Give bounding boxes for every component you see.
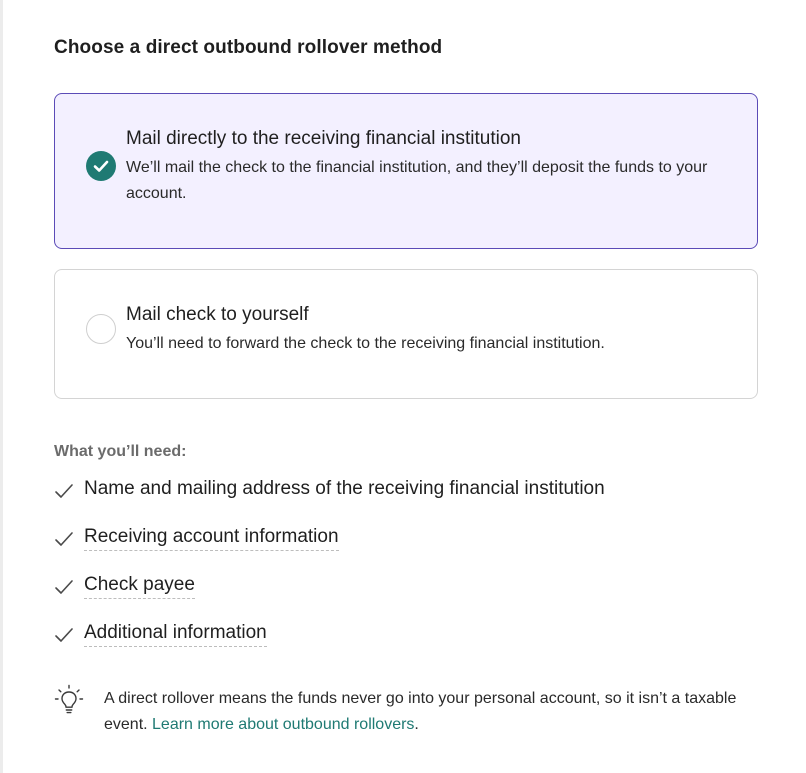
checkmark-circle-icon[interactable] — [86, 151, 116, 181]
needs-item-tooltip-trigger[interactable]: Additional information — [84, 620, 267, 647]
needs-item-tooltip-trigger[interactable]: Check payee — [84, 572, 195, 599]
needs-item — [54, 519, 758, 567]
check-icon — [54, 529, 74, 549]
check-icon — [54, 481, 74, 501]
section-title: Choose a direct outbound rollover method — [54, 37, 443, 58]
option-mail-to-yourself[interactable] — [54, 269, 758, 399]
option-description: We’ll mail the check to the financial institution, and they’ll deposit the funds to your account. — [126, 159, 708, 202]
needs-item — [54, 615, 758, 663]
check-icon — [54, 577, 74, 597]
needs-item — [54, 471, 758, 519]
needs-list — [54, 471, 758, 663]
lightbulb-icon — [54, 684, 84, 716]
tip-text — [104, 686, 764, 738]
learn-more-link[interactable]: Learn more about outbound rollovers — [152, 716, 415, 733]
left-divider — [0, 0, 3, 773]
option-title: Mail directly to the receiving financial institution — [126, 128, 521, 149]
check-icon — [54, 625, 74, 645]
radio-unselected-icon[interactable] — [86, 314, 116, 344]
needs-item-label: Name and mailing address of the receiving financial institution — [84, 478, 605, 499]
needs-label: What you’ll need: — [54, 443, 187, 460]
needs-item — [54, 567, 758, 615]
option-mail-to-institution[interactable] — [54, 93, 758, 249]
needs-item-tooltip-trigger[interactable]: Receiving account information — [84, 524, 339, 551]
option-title: Mail check to yourself — [126, 304, 309, 325]
tip-body: A direct rollover means the funds never go into your personal account, so it isn’t a taxable event. — [104, 690, 737, 733]
option-description: You’ll need to forward the check to the receiving financial institution. — [126, 335, 605, 352]
tip-suffix: . — [414, 716, 419, 733]
